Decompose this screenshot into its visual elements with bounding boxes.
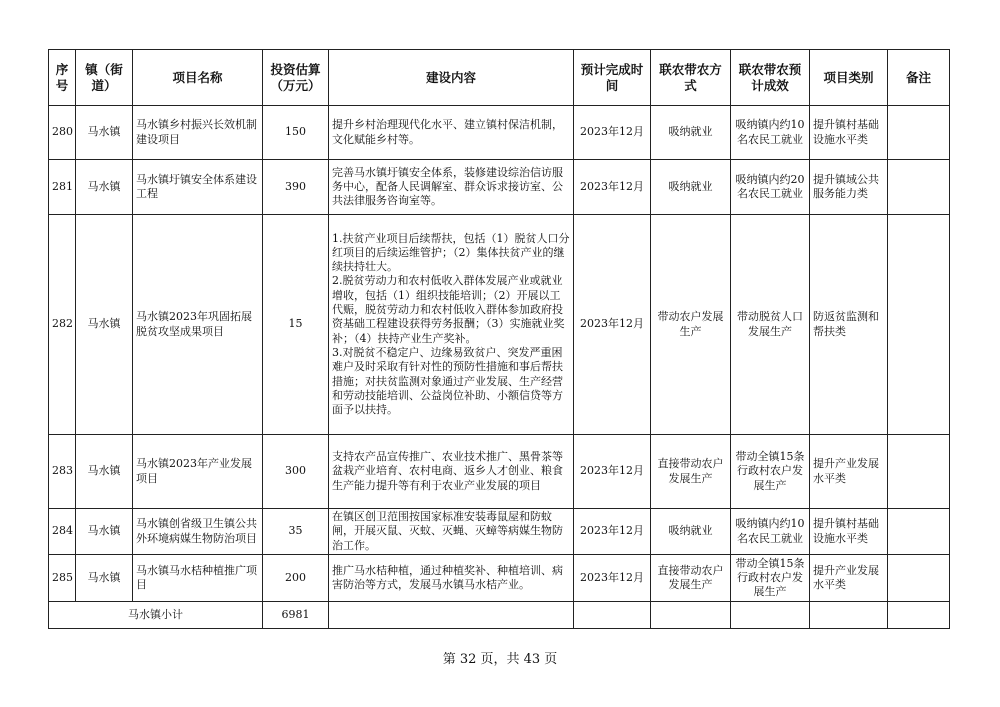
cell-invest: 300 <box>263 435 329 509</box>
cell-time: 2023年12月 <box>574 160 651 215</box>
cell-name: 马水镇圩镇安全体系建设工程 <box>133 160 263 215</box>
cell-effect: 带动脱贫人口发展生产 <box>731 215 810 435</box>
cell-content: 1.扶贫产业项目后续帮扶，包括（1）脱贫人口分红项目的后续运维管护；（2）集体扶贫产业的继续扶持壮大。 2.脱贫劳动力和农村低收入群体发展产业或就业增收，包括（1）组织技能培训；（2）开展以工代赈，脱贫劳动力和农村低收入群体参加政府投资基础工程建设获得劳务报酬；（3）实施就业奖补；（4）扶持产业生产奖补。 3.对脱贫不稳定户、边缘易致贫户、突发严重困难户及时采取有针对性的预防性措施和事后帮扶措施；对扶贫监测对象通过产业发展、生产经营和劳动技能培训、公益岗位补助、小额信贷等方面予以扶持。 <box>329 215 574 435</box>
cell-seq: 284 <box>49 509 76 555</box>
cell-method: 吸纳就业 <box>651 106 731 160</box>
page-footer: 第 32 页，共 43 页 <box>442 652 558 667</box>
table-row <box>49 435 950 509</box>
cell-method: 带动农户发展生产 <box>651 215 731 435</box>
cell-remark <box>888 160 950 215</box>
cell-effect: 吸纳镇内约20名农民工就业 <box>731 160 810 215</box>
table-row <box>49 509 950 555</box>
cell-content: 支持农产品宣传推广、农业技术推广、黑骨茶等盆栽产业培育、农村电商、返乡人才创业、粮食生产能力提升等有利于农业产业发展的项目 <box>329 435 574 509</box>
cell-time: 2023年12月 <box>574 215 651 435</box>
cell-invest: 150 <box>263 106 329 160</box>
header-content: 建设内容 <box>329 50 574 106</box>
cell-method: 直接带动农户发展生产 <box>651 435 731 509</box>
cell-time: 2023年12月 <box>574 509 651 555</box>
cell-remark <box>888 555 950 602</box>
cell-effect: 吸纳镇内约10名农民工就业 <box>731 106 810 160</box>
subtotal-row <box>49 602 950 629</box>
cell-name: 马水镇创省级卫生镇公共外环境病媒生物防治项目 <box>133 509 263 555</box>
cell-seq: 282 <box>49 215 76 435</box>
cell-effect: 带动全镇15条行政村农户发展生产 <box>731 435 810 509</box>
project-table <box>48 49 950 629</box>
cell-method: 直接带动农户发展生产 <box>651 555 731 602</box>
header-remark: 备注 <box>888 50 950 106</box>
cell-category: 提升镇域公共服务能力类 <box>810 160 888 215</box>
subtotal-invest: 6981 <box>263 602 329 629</box>
header-name: 项目名称 <box>133 50 263 106</box>
cell-remark <box>888 509 950 555</box>
cell-category: 提升镇村基础设施水平类 <box>810 106 888 160</box>
cell-town: 马水镇 <box>76 509 133 555</box>
empty-cell <box>574 602 651 629</box>
cell-category: 提升产业发展水平类 <box>810 555 888 602</box>
header-time: 预计完成时间 <box>574 50 651 106</box>
cell-category: 提升镇村基础设施水平类 <box>810 509 888 555</box>
empty-cell <box>329 602 574 629</box>
cell-name: 马水镇2023年产业发展项目 <box>133 435 263 509</box>
cell-content: 在镇区创卫范围按国家标准安装毒鼠屋和防蚊闸，开展灭鼠、灭蚊、灭蝇、灭蟑等病媒生物防治工作。 <box>329 509 574 555</box>
header-category: 项目类别 <box>810 50 888 106</box>
cell-invest: 200 <box>263 555 329 602</box>
cell-method: 吸纳就业 <box>651 509 731 555</box>
cell-method: 吸纳就业 <box>651 160 731 215</box>
cell-category: 提升产业发展水平类 <box>810 435 888 509</box>
empty-cell <box>888 602 950 629</box>
cell-seq: 281 <box>49 160 76 215</box>
cell-remark <box>888 215 950 435</box>
cell-invest: 390 <box>263 160 329 215</box>
cell-invest: 35 <box>263 509 329 555</box>
header-row <box>49 50 950 106</box>
header-invest: 投资估算（万元） <box>263 50 329 106</box>
cell-name: 马水镇乡村振兴长效机制建设项目 <box>133 106 263 160</box>
table-row <box>49 160 950 215</box>
header-town: 镇（街道） <box>76 50 133 106</box>
header-effect: 联农带农预计成效 <box>731 50 810 106</box>
cell-time: 2023年12月 <box>574 555 651 602</box>
header-seq: 序号 <box>49 50 76 106</box>
header-method: 联农带农方式 <box>651 50 731 106</box>
empty-cell <box>810 602 888 629</box>
cell-town: 马水镇 <box>76 106 133 160</box>
cell-content: 推广马水桔种植，通过种植奖补、种植培训、病害防治等方式，发展马水镇马水桔产业。 <box>329 555 574 602</box>
cell-effect: 带动全镇15条行政村农户发展生产 <box>731 555 810 602</box>
cell-invest: 15 <box>263 215 329 435</box>
cell-effect: 吸纳镇内约10名农民工就业 <box>731 509 810 555</box>
cell-town: 马水镇 <box>76 435 133 509</box>
cell-town: 马水镇 <box>76 555 133 602</box>
cell-time: 2023年12月 <box>574 106 651 160</box>
table-row <box>49 555 950 602</box>
cell-seq: 283 <box>49 435 76 509</box>
cell-town: 马水镇 <box>76 160 133 215</box>
subtotal-label: 马水镇小计 <box>49 602 263 629</box>
cell-remark <box>888 435 950 509</box>
cell-seq: 285 <box>49 555 76 602</box>
cell-town: 马水镇 <box>76 215 133 435</box>
cell-name: 马水镇2023年巩固拓展脱贫攻坚成果项目 <box>133 215 263 435</box>
cell-name: 马水镇马水桔种植推广项目 <box>133 555 263 602</box>
cell-remark <box>888 106 950 160</box>
cell-seq: 280 <box>49 106 76 160</box>
empty-cell <box>731 602 810 629</box>
cell-category: 防返贫监测和帮扶类 <box>810 215 888 435</box>
table-row <box>49 106 950 160</box>
cell-content: 提升乡村治理现代化水平、建立镇村保洁机制，文化赋能乡村等。 <box>329 106 574 160</box>
cell-time: 2023年12月 <box>574 435 651 509</box>
empty-cell <box>651 602 731 629</box>
cell-content: 完善马水镇圩镇安全体系，装修建设综治信访服务中心，配备人民调解室、群众诉求接访室、公共法律服务咨询室等。 <box>329 160 574 215</box>
table-row <box>49 215 950 435</box>
